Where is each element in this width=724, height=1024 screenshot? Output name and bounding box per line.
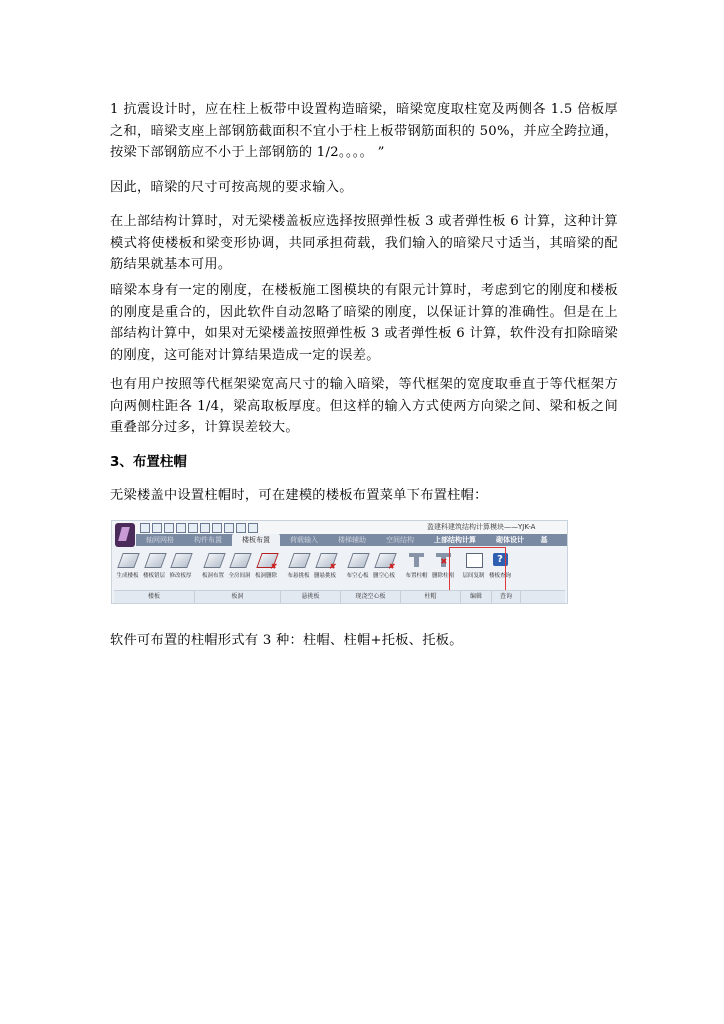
group-column-cap: 柱帽 bbox=[401, 591, 461, 603]
new-icon[interactable] bbox=[140, 523, 150, 533]
print-icon[interactable] bbox=[248, 523, 258, 533]
app-logo-icon[interactable] bbox=[115, 523, 135, 547]
opening-icon bbox=[203, 553, 225, 568]
paragraph-closing: 软件可布置的柱帽形式有 3 种：柱帽、柱帽+托板、托板。 bbox=[110, 633, 463, 648]
thickness-icon bbox=[170, 553, 192, 568]
slab-offset-icon bbox=[144, 553, 166, 568]
help-icon: ? bbox=[493, 553, 508, 566]
slab-icon bbox=[117, 553, 139, 568]
paragraph-dimension-input: 因此，暗梁的尺寸可按高规的要求输入。 bbox=[110, 180, 353, 195]
group-cantilever: 悬挑板 bbox=[281, 591, 341, 603]
group-edit: 编辑 bbox=[461, 591, 492, 603]
delete-hollow-slab-icon bbox=[374, 553, 396, 568]
tab-load-input[interactable]: 荷载输入 bbox=[290, 536, 318, 544]
tab-members[interactable]: 构件布置 bbox=[194, 536, 222, 544]
paragraph-beam-stiffness: 暗梁本身有一定的刚度，在楼板施工图模块的有限元计算时，考虑到它的刚度和楼板的刚度是重合的，因此软件自动忽略了暗梁的刚度，以保证计算的准确性。但是在上部结构计算中，如果对无梁楼盖按照弹性板 3 或者弹性板 6 计算，软件没有扣除暗梁的刚度，这可能对计算结果造成一定的误差。 bbox=[110, 283, 618, 363]
place-opening-button[interactable] bbox=[200, 548, 227, 590]
tab-masonry[interactable]: 砌体设计 bbox=[496, 536, 524, 544]
button-label: 板洞删除 bbox=[254, 573, 277, 579]
button-label: 层间复制 bbox=[462, 573, 485, 579]
ribbon-group-bar bbox=[114, 590, 565, 603]
ribbon-screenshot bbox=[111, 520, 568, 604]
button-label: 删除柱帽 bbox=[431, 573, 454, 579]
open-icon[interactable] bbox=[152, 523, 162, 533]
button-label: 删空心板 bbox=[372, 573, 395, 579]
group-slab: 楼板 bbox=[114, 591, 195, 603]
paragraph-equivalent-frame: 也有用户按照等代框架梁宽高尺寸的输入暗梁，等代框架的宽度取垂直于等代框架方向两侧柱距各 1/4，梁高取板厚度。但这样的输入方式使两方向梁之间、梁和板之间重叠部分过多，计算误差较大。 bbox=[110, 377, 618, 435]
place-cantilever-button[interactable] bbox=[285, 548, 312, 590]
zoom-icon[interactable] bbox=[224, 523, 234, 533]
ribbon-titlebar bbox=[112, 521, 567, 534]
undo-icon[interactable] bbox=[188, 523, 198, 533]
paragraph-intro: 无梁楼盖中设置柱帽时，可在建模的楼板布置菜单下布置柱帽： bbox=[110, 488, 488, 503]
delete-cantilever-button[interactable] bbox=[312, 548, 339, 590]
place-hollow-slab-button[interactable] bbox=[344, 548, 371, 590]
quick-access-toolbar bbox=[140, 523, 258, 533]
column-cap-icon bbox=[409, 553, 424, 566]
modify-thickness-button[interactable] bbox=[167, 548, 194, 590]
button-label: 布空心板 bbox=[346, 573, 369, 579]
group-hollow-slab: 现浇空心板 bbox=[341, 591, 401, 603]
paragraph-elastic-slab: 在上部结构计算时，对无梁楼盖板应选择按照弹性板 3 或者弹性板 6 计算，这种计算模式将使楼板和梁变形协调，共同承担荷载，我们输入的暗梁尺寸适当，其暗梁的配筋结果就基本可用。 bbox=[110, 214, 618, 272]
save-as-icon[interactable] bbox=[176, 523, 186, 533]
button-label: 修改板厚 bbox=[169, 573, 192, 579]
button-label: 板洞布置 bbox=[201, 573, 224, 579]
button-label: 楼板查询 bbox=[488, 573, 511, 579]
delete-opening-icon bbox=[256, 553, 278, 568]
section-heading: 3、布置柱帽 bbox=[110, 454, 187, 470]
tab-foundation[interactable]: 基 bbox=[540, 536, 548, 544]
button-label: 布置柱帽 bbox=[405, 573, 428, 579]
delete-opening-button[interactable] bbox=[253, 548, 280, 590]
redo-icon[interactable] bbox=[200, 523, 210, 533]
ribbon-tab-bar bbox=[136, 534, 567, 546]
hollow-slab-icon bbox=[347, 553, 369, 568]
group-opening: 板洞 bbox=[195, 591, 281, 603]
button-label: 布悬挑板 bbox=[287, 573, 310, 579]
tab-spatial-structure[interactable]: 空间结构 bbox=[386, 536, 414, 544]
slab-offset-button[interactable] bbox=[141, 548, 168, 590]
cantilever-icon bbox=[288, 553, 310, 568]
refresh-icon[interactable] bbox=[236, 523, 246, 533]
delete-hollow-slab-button[interactable] bbox=[371, 548, 398, 590]
tab-stairs[interactable]: 楼梯辅助 bbox=[338, 536, 366, 544]
button-label: 全房间洞 bbox=[228, 573, 251, 579]
group-query: 查询 bbox=[492, 591, 521, 603]
full-room-opening-button[interactable] bbox=[226, 548, 253, 590]
app-title: 盈建科建筑结构计算模块——YJK-A bbox=[427, 523, 536, 531]
button-label: 删悬挑板 bbox=[313, 573, 336, 579]
place-column-cap-button[interactable] bbox=[403, 548, 430, 590]
room-opening-icon bbox=[229, 553, 251, 568]
tab-superstructure-calc[interactable]: 上部结构计算 bbox=[434, 536, 476, 544]
paragraph-seismic-design: 1 抗震设计时，应在柱上板带中设置构造暗梁，暗梁宽度取柱宽及两侧各 1.5 倍板厚之和，暗梁支座上部钢筋截面积不宜小于柱上板带钢筋面积的 50%，并应全跨拉通，按梁下部钢筋应不小于上部钢筋的 1/2。。。。 ” bbox=[110, 102, 618, 160]
button-label: 楼板错层 bbox=[142, 573, 165, 579]
generate-slab-button[interactable] bbox=[114, 548, 141, 590]
view-icon[interactable] bbox=[212, 523, 222, 533]
tab-slab-layout[interactable]: 楼板布置 bbox=[232, 534, 280, 546]
tab-grid[interactable]: 轴网网格 bbox=[146, 536, 174, 544]
delete-cantilever-icon bbox=[315, 553, 337, 568]
save-icon[interactable] bbox=[164, 523, 174, 533]
button-label: 生成楼板 bbox=[116, 573, 139, 579]
